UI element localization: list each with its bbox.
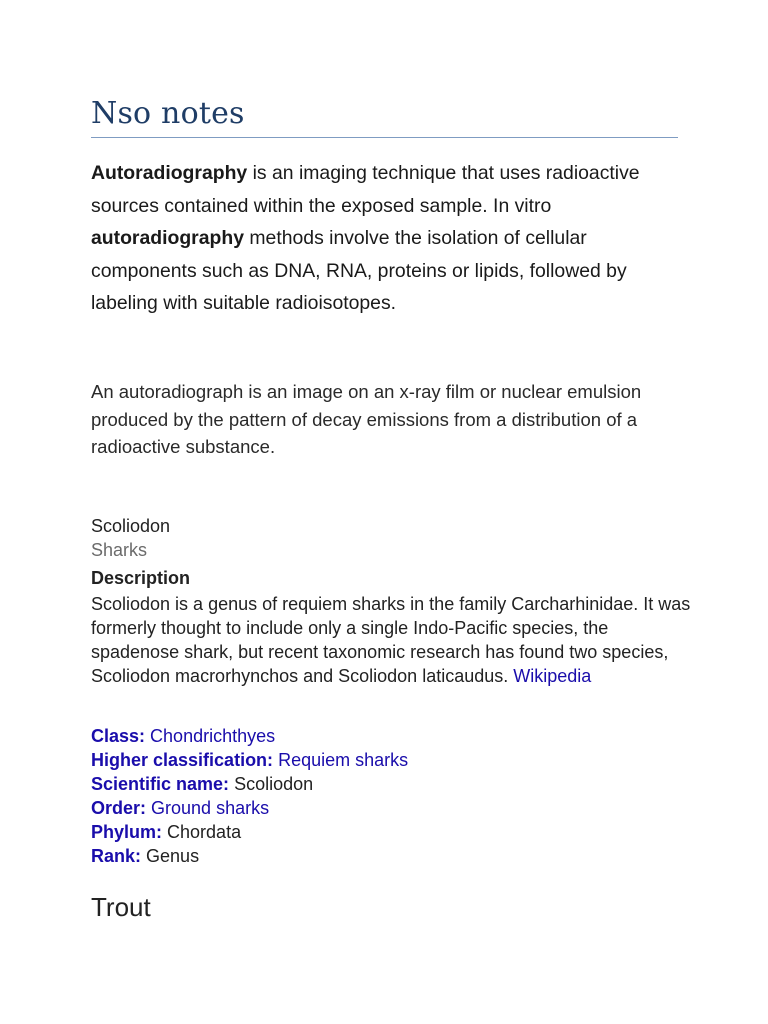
fact-value-link[interactable]: Chondrichthyes xyxy=(150,726,276,746)
fact-higher-classification xyxy=(91,748,408,772)
fact-order xyxy=(91,796,408,820)
fact-rank xyxy=(91,844,408,868)
fact-scientific-name xyxy=(91,772,408,796)
paragraph1-text-2: methods involve the isolation of cellular components such as DNA, RNA, proteins or lipids, followed by labeling with suitable radioisotopes. xyxy=(91,227,627,314)
title-underline xyxy=(91,137,678,138)
description-heading: Description xyxy=(91,568,191,588)
wikipedia-link[interactable]: Wikipedia xyxy=(513,666,592,686)
fact-value: Genus xyxy=(146,846,200,866)
fact-label[interactable]: Class: xyxy=(91,726,146,746)
autoradiography-paragraph xyxy=(91,157,691,320)
autoradiograph-definition: An autoradiograph is an image on an x-ray film or nuclear emulsion produced by the pattern of decay emissions from a distribution of a radioactive substance. xyxy=(91,381,642,457)
fact-value-link[interactable]: Requiem sharks xyxy=(278,750,409,770)
fact-label[interactable]: Order: xyxy=(91,798,147,818)
document-title: Nso notes xyxy=(91,96,245,131)
description-text xyxy=(91,592,691,688)
fact-value: Scoliodon xyxy=(234,774,314,794)
trout-heading: Trout xyxy=(91,892,151,922)
paragraph1-text-1: is an imaging technique that uses radioactive sources contained within the exposed sample. In vitro xyxy=(91,162,640,217)
fact-value: Chordata xyxy=(167,822,242,842)
facts-list xyxy=(91,724,408,868)
description-body: Scoliodon is a genus of requiem sharks in the family Carcharhinidae. It was formerly thought to include only a single Indo-Pacific species, the spadenose shark, but recent taxonomic research has found two species, Scoliodon macrorhynchos and Scoliodon laticaudus. xyxy=(91,594,691,686)
fact-label[interactable]: Phylum: xyxy=(91,822,163,842)
fact-label[interactable]: Rank: xyxy=(91,846,142,866)
fact-label[interactable]: Scientific name: xyxy=(91,774,230,794)
panel-entity-subtitle: Sharks xyxy=(91,540,148,560)
fact-phylum xyxy=(91,820,408,844)
term-autoradiography: Autoradiography xyxy=(91,162,248,184)
fact-label[interactable]: Higher classification: xyxy=(91,750,274,770)
fact-class xyxy=(91,724,408,748)
fact-value-link[interactable]: Ground sharks xyxy=(151,798,270,818)
panel-entity-name: Scoliodon xyxy=(91,516,171,536)
term-autoradiography-2: autoradiography xyxy=(91,227,244,249)
